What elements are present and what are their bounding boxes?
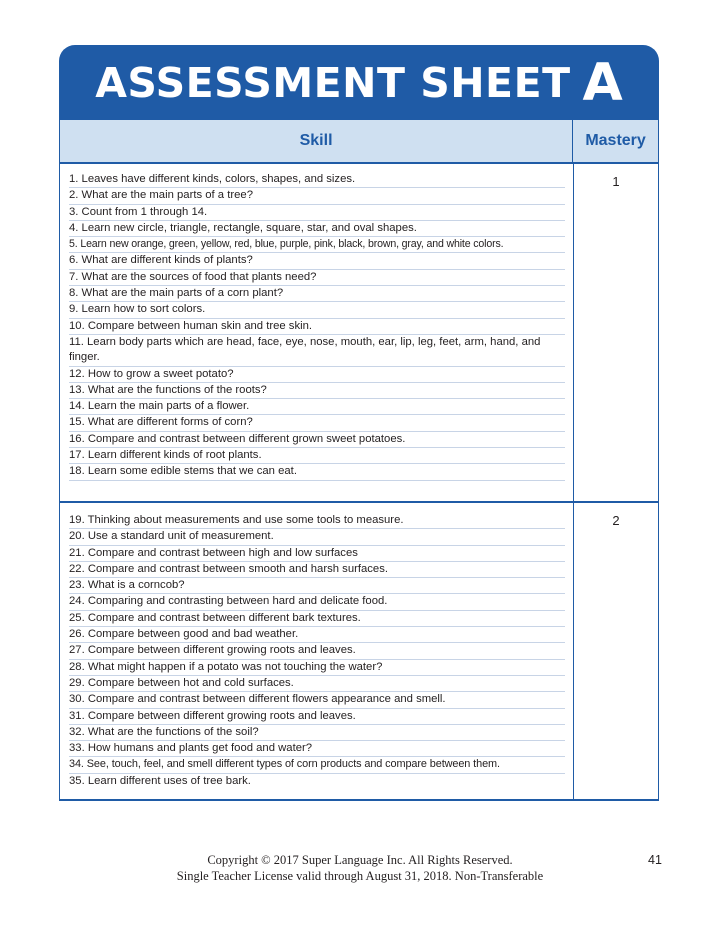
skill-column-header: Skill [299,132,333,149]
table-header [59,120,659,164]
skill-item: 11. Learn body parts which are head, face, eye, nose, mouth, ear, lip, leg, feet, arm, hand, and finger. [69,335,565,367]
skill-item: 26. Compare between good and bad weather. [69,627,565,643]
skill-item: 4. Learn new circle, triangle, rectangle, square, star, and oval shapes. [69,221,565,237]
skill-list [60,503,573,799]
skill-item: 5. Learn new orange, green, yellow, red, blue, purple, pink, black, brown, gray, and white colors. [69,237,565,253]
skill-group-1 [59,164,659,503]
skill-list [60,164,573,501]
skill-item: 27. Compare between different growing roots and leaves. [69,643,565,659]
skill-item: 21. Compare and contrast between high and low surfaces [69,546,565,562]
skill-item: 33. How humans and plants get food and water? [69,741,565,757]
mastery-column-header: Mastery [572,120,658,162]
page-footer [0,852,720,884]
skill-item: 2. What are the main parts of a tree? [69,188,565,204]
title-banner [59,45,659,120]
skill-item: 29. Compare between hot and cold surfaces. [69,676,565,692]
skill-item: 31. Compare between different growing roots and leaves. [69,709,565,725]
mastery-level: 2 [573,503,658,799]
skill-item: 6. What are different kinds of plants? [69,253,565,269]
skill-item: 32. What are the functions of the soil? [69,725,565,741]
skill-item: 3. Count from 1 through 14. [69,205,565,221]
skill-item: 35. Learn different uses of tree bark. [69,774,251,787]
license-line: Single Teacher License valid through August 31, 2018. Non-Transferable [176,869,544,883]
skill-item: 24. Comparing and contrasting between hard and delicate food. [69,594,565,610]
skill-item: 34. See, touch, feel, and smell different types of corn products and compare between them. [69,757,565,773]
skill-item: 18. Learn some edible stems that we can eat. [69,464,565,480]
skill-item: 14. Learn the main parts of a flower. [69,399,565,415]
skill-item: 10. Compare between human skin and tree skin. [69,319,565,335]
skill-group-2 [59,503,659,801]
skill-item: 19. Thinking about measurements and use some tools to measure. [69,513,565,529]
assessment-sheet [59,45,659,801]
skill-item: 7. What are the sources of food that plants need? [69,270,565,286]
copyright-line: Copyright © 2017 Super Language Inc. All Rights Reserved. [207,853,513,867]
skill-item: 28. What might happen if a potato was not touching the water? [69,660,565,676]
skill-item: 22. Compare and contrast between smooth and harsh surfaces. [69,562,565,578]
page-title: ASSESSMENT SHEET [95,58,571,107]
skill-item: 13. What are the functions of the roots? [69,383,565,399]
sheet-letter: A [582,52,623,113]
skill-item: 1. Leaves have different kinds, colors, shapes, and sizes. [69,172,565,188]
skill-item: 15. What are different forms of corn? [69,415,565,431]
skill-item: 8. What are the main parts of a corn plant? [69,286,565,302]
skill-item: 17. Learn different kinds of root plants. [69,448,565,464]
skill-item: 9. Learn how to sort colors. [69,302,565,318]
skill-item: 30. Compare and contrast between different flowers appearance and smell. [69,692,565,708]
skill-item: 16. Compare and contrast between different grown sweet potatoes. [69,432,565,448]
skill-item: 25. Compare and contrast between different bark textures. [69,611,565,627]
skill-item: 12. How to grow a sweet potato? [69,367,565,383]
skill-item: 20. Use a standard unit of measurement. [69,529,565,545]
page-number: 41 [648,853,662,867]
mastery-level: 1 [573,164,658,501]
skill-item: 23. What is a corncob? [69,578,565,594]
